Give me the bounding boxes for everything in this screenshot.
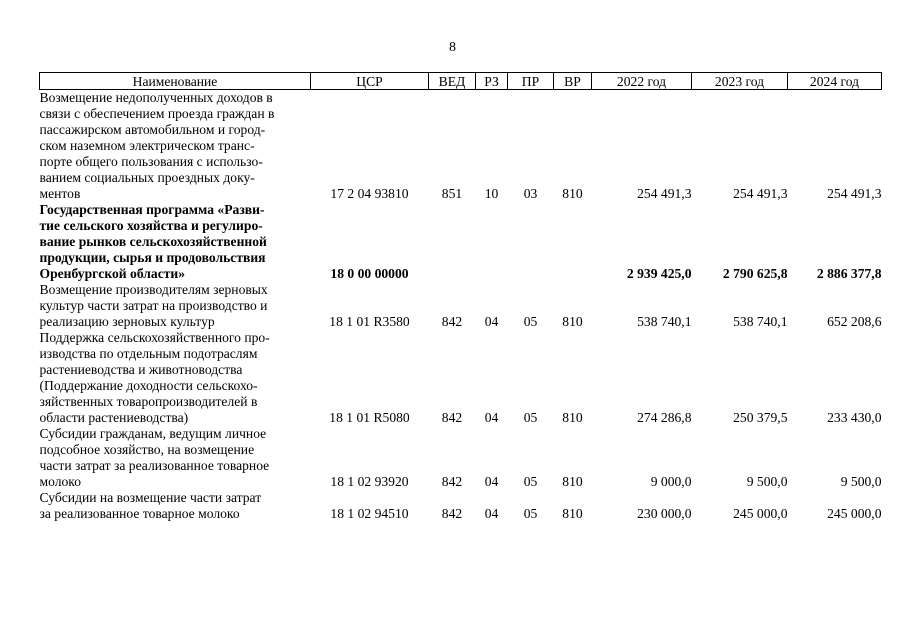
- name-line: Поддержка сельскохозяйственного про-: [39, 330, 270, 345]
- cell-vr: 810: [562, 474, 583, 489]
- table-header-row: [40, 73, 882, 90]
- name-line: продукции, сырья и продовольствия: [39, 250, 266, 265]
- name-line: за реализованное товарное молоко: [39, 506, 240, 521]
- name-line: (Поддержание доходности сельскохо-: [39, 378, 258, 393]
- cell-2023: 254 491,3: [733, 186, 788, 201]
- table-row: [40, 90, 882, 203]
- table-body: [40, 90, 882, 523]
- name-line: культур части затрат на производство и: [39, 298, 268, 313]
- cell-2024: 245 000,0: [827, 506, 882, 521]
- name-line: растениеводства и животноводства: [39, 362, 243, 377]
- name-line: области растениеводства): [39, 410, 189, 425]
- cell-2023: 245 000,0: [733, 506, 788, 521]
- cell-ved: 842: [441, 474, 463, 489]
- cell-csr: 17 2 04 93810: [330, 186, 409, 201]
- cell-name: [40, 90, 311, 203]
- cell-pr: [508, 202, 554, 282]
- name-line: подсобное хозяйство, на возмещение: [39, 442, 255, 457]
- name-line: тие сельского хозяйства и регулиро-: [39, 218, 263, 233]
- cell-2024: 2 886 377,8: [816, 266, 882, 281]
- cell-rz: [476, 202, 508, 282]
- cell-2023: 538 740,1: [733, 314, 788, 329]
- name-line: ванием социальных проездных доку-: [39, 170, 255, 185]
- name-line: части затрат за реализованное товарное: [39, 458, 270, 473]
- cell-2022: 274 286,8: [637, 410, 692, 425]
- cell-2022: 9 000,0: [650, 474, 692, 489]
- cell-name: [40, 202, 311, 282]
- name-line: Возмещение производителям зерновых: [39, 282, 268, 297]
- cell-rz: 04: [484, 506, 499, 521]
- cell-rz: 04: [484, 410, 499, 425]
- cell-2022: 230 000,0: [637, 506, 692, 521]
- name-line: реализацию зерновых культур: [39, 314, 215, 329]
- cell-2022: 254 491,3: [637, 186, 692, 201]
- table-row: [40, 490, 882, 522]
- header-name: Наименование: [40, 73, 311, 90]
- cell-2022: 2 939 425,0: [626, 266, 692, 281]
- name-line: ментов: [39, 186, 81, 201]
- cell-rz: 04: [484, 474, 499, 489]
- cell-csr: 18 1 01 R3580: [329, 314, 410, 329]
- cell-2024: 9 500,0: [840, 474, 882, 489]
- budget-table: [39, 72, 882, 522]
- header-ved: ВЕД: [429, 73, 476, 90]
- name-line: пассажирском автомобильном и город-: [39, 122, 266, 137]
- cell-vr: [554, 202, 592, 282]
- cell-ved: 842: [441, 506, 463, 521]
- cell-rz: 04: [484, 314, 499, 329]
- cell-name: [40, 330, 311, 426]
- header-2023: 2023 год: [692, 73, 788, 90]
- name-line: Субсидии гражданам, ведущим личное: [39, 426, 267, 441]
- header-2022: 2022 год: [592, 73, 692, 90]
- cell-2023: 9 500,0: [746, 474, 788, 489]
- name-line: вание рынков сельскохозяйственной: [39, 234, 267, 249]
- cell-2023: 2 790 625,8: [722, 266, 788, 281]
- cell-ved: [429, 202, 476, 282]
- header-2024: 2024 год: [788, 73, 882, 90]
- cell-ved: 851: [441, 186, 463, 201]
- name-line: Государственная программа «Разви-: [39, 202, 265, 217]
- cell-ved: 842: [441, 314, 463, 329]
- cell-2024: 652 208,6: [827, 314, 882, 329]
- cell-csr: 18 1 01 R5080: [329, 410, 410, 425]
- cell-csr: 18 1 02 94510: [330, 506, 409, 521]
- name-line: Субсидии на возмещение части затрат: [39, 490, 262, 505]
- cell-2022: 538 740,1: [637, 314, 692, 329]
- name-line: Возмещение недополученных доходов в: [39, 90, 273, 105]
- cell-rz: 10: [484, 186, 499, 201]
- header-csr: ЦСР: [311, 73, 429, 90]
- cell-pr: 05: [523, 474, 538, 489]
- cell-pr: 03: [523, 186, 538, 201]
- cell-pr: 05: [523, 410, 538, 425]
- header-vr: ВР: [554, 73, 592, 90]
- table-row: [40, 330, 882, 426]
- cell-name: [40, 426, 311, 490]
- cell-pr: 05: [523, 314, 538, 329]
- header-rz: РЗ: [476, 73, 508, 90]
- cell-csr: 18 0 00 00000: [330, 266, 409, 281]
- cell-vr: 810: [562, 506, 583, 521]
- cell-pr: 05: [523, 506, 538, 521]
- cell-name: [40, 282, 311, 330]
- name-line: изводства по отдельным подотраслям: [39, 346, 258, 361]
- table-row: [40, 202, 882, 282]
- cell-2023: 250 379,5: [733, 410, 788, 425]
- table-row: [40, 426, 882, 490]
- header-pr: ПР: [508, 73, 554, 90]
- cell-vr: 810: [562, 314, 583, 329]
- page-number: 8: [449, 40, 456, 55]
- cell-csr: 18 1 02 93920: [330, 474, 409, 489]
- name-line: ском наземном электрическом транс-: [39, 138, 255, 153]
- cell-vr: 810: [562, 410, 583, 425]
- name-line: связи с обеспечением проезда граждан в: [39, 106, 275, 121]
- name-line: Оренбургской области»: [39, 266, 186, 281]
- table-row: [40, 282, 882, 330]
- cell-ved: 842: [441, 410, 463, 425]
- name-line: зяйственных товаропроизводителей в: [39, 394, 258, 409]
- name-line: молоко: [39, 474, 82, 489]
- name-line: порте общего пользования с использо-: [39, 154, 263, 169]
- cell-name: [40, 490, 311, 522]
- cell-2024: 254 491,3: [827, 186, 882, 201]
- cell-vr: 810: [562, 186, 583, 201]
- cell-2024: 233 430,0: [827, 410, 882, 425]
